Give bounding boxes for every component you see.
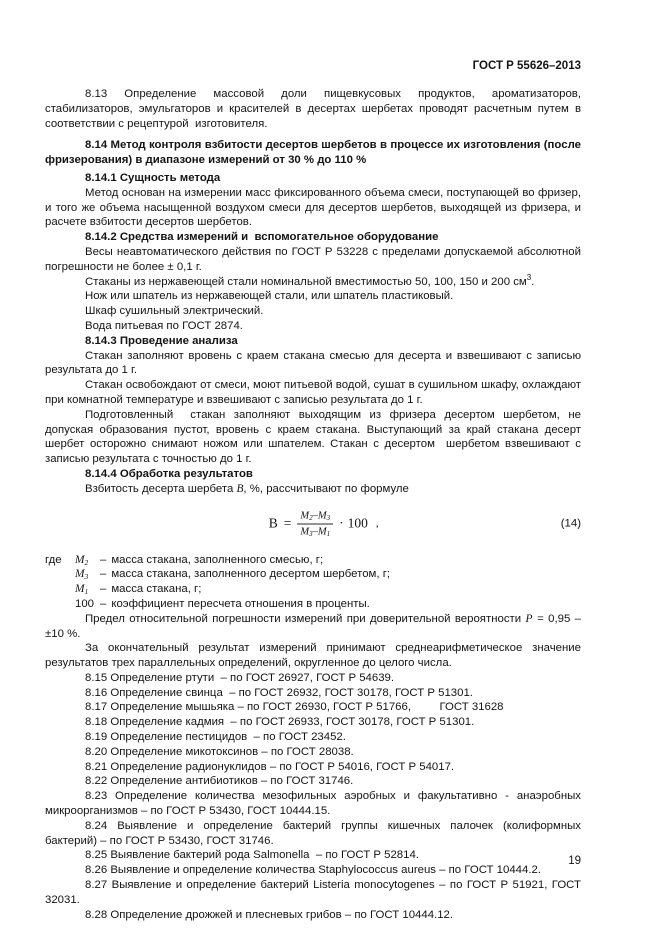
- legend-text-m3: масса стакана, заполненного десертом шербетом, г;: [111, 568, 391, 581]
- legend-text-100: коэффициент пересчета отношения в проценты.: [111, 597, 370, 610]
- legend-term-m2: $М_2$: [75, 553, 89, 567]
- legend-term-m1: $М_1$: [75, 583, 89, 597]
- whip-intro-text: Взбитость десерта шербета: [85, 482, 237, 495]
- document-body: [45, 87, 581, 922]
- list-item-8-20: 8.20 Определение микотоксинов – по ГОСТ 28038.: [85, 745, 354, 758]
- equation-number: (14): [560, 517, 581, 530]
- paragraph-method-essence: Метод основан на измерении масс фиксированного объема смеси, поступающей во фризер, и того же объема насыщенной воздухом смеси для десертов шербетов, выходящей из фризера, и расчете взбитости десертов шербетов.: [45, 186, 581, 229]
- var-m1-sub: 1: [326, 529, 331, 538]
- legend-row-m1: [45, 582, 581, 597]
- legend-dash: –: [100, 597, 107, 610]
- variable-v: В: [236, 482, 244, 495]
- running-header-gost-number: ГОСТ Р 55626–2013: [472, 60, 581, 72]
- list-item-8-17: 8.17 Определение мышьяка – по ГОСТ 26930, ГОСТ Р 51766, ГОСТ 31628: [85, 701, 504, 714]
- var-m3b-sub: 3: [309, 529, 313, 538]
- minus-sign-2: –: [312, 526, 318, 538]
- formula-comma: ,: [375, 517, 379, 530]
- legend-term-m3: $М_3$: [75, 568, 89, 582]
- list-item-8-25: 8.25 Выявление бактерий рода Salmonella – по ГОСТ Р 52814.: [85, 849, 419, 862]
- legend-dash: –: [100, 568, 107, 581]
- list-item-8-23: 8.23 Определение количества мезофильных аэробных и факультативно - анаэробных микроорганизмов – по ГОСТ Р 53430, ГОСТ 10444.15.: [45, 790, 581, 818]
- formula-14: [269, 509, 379, 538]
- var-m1: М: [317, 526, 327, 538]
- legend-term-100: 100: [75, 597, 95, 610]
- equals-sign: =: [283, 515, 292, 531]
- paragraph-water: Вода питьевая по ГОСТ 2874.: [85, 319, 243, 332]
- fraction: [297, 509, 333, 538]
- legend-row-m2: [45, 553, 581, 568]
- paragraph-error-limit: [45, 612, 581, 642]
- list-item-8-28: 8.28 Определение дрожжей и плесневых грибов – по ГОСТ 10444.12.: [85, 908, 454, 921]
- var-m2: М: [300, 510, 310, 522]
- var-m3-sub: 3: [326, 513, 331, 522]
- heading-8-14-4: 8.14.4 Обработка результатов: [85, 467, 253, 480]
- variable-p: Р: [525, 612, 533, 625]
- heading-8-14-2: 8.14.2 Средства измерений и вспомогательное оборудование: [85, 231, 439, 244]
- list-item-8-24: 8.24 Выявление и определение бактерий группы кишечных палочек (колиформных бактерий) – по ГОСТ Р 53430, ГОСТ 31746.: [45, 819, 581, 847]
- list-item-8-16: 8.16 Определение свинца – по ГОСТ 26932, ГОСТ 30178, ГОСТ Р 51301.: [85, 686, 473, 699]
- multiplication-dot: ·: [339, 515, 344, 531]
- list-item-8-26: 8.26 Выявление и определение количества Staphylococcus aureus – по ГОСТ 10444.2.: [85, 864, 542, 877]
- limit-text: Предел относительной погрешности измерений при доверительной вероятности: [85, 612, 526, 625]
- legend-dash: –: [100, 553, 107, 566]
- paragraph-formula-intro: [45, 482, 581, 497]
- heading-8-14-3: 8.14.3 Проведение анализа: [85, 334, 238, 347]
- formula-block: [45, 501, 581, 547]
- page-number: 19: [568, 855, 581, 867]
- paragraph-fill-cup: Стакан заполняют вровень с краем стакана смесью для десерта и взвешивают с записью результата до 1 г.: [45, 349, 581, 377]
- legend-text-m2: масса стакана, заполненного смесью, г;: [111, 553, 324, 566]
- paragraph-clean-cup: Стакан освобождают от смеси, моют питьевой водой, сушат в сушильном шкафу, охлаждают при комнатной температуре и взвешивают с записью результата до 1 г.: [45, 379, 581, 406]
- cups-superscript: 3: [526, 272, 532, 282]
- limit-tail: = 0,95 – ±10 %.: [45, 612, 581, 640]
- paragraph-final-result: За окончательный результат измерений принимают среднеарифметическое значение результатов трех параллельных определений, округленное до целого числа.: [45, 642, 581, 670]
- cups-period: .: [531, 275, 535, 288]
- heading-8-14-1: 8.14.1 Сущность метода: [85, 171, 221, 184]
- var-m2-sub: 2: [309, 513, 313, 522]
- list-item-8-18: 8.18 Определение кадмия – по ГОСТ 26933, ГОСТ 30178, ГОСТ Р 51301.: [85, 716, 475, 729]
- factor-100: 100: [347, 515, 368, 531]
- var-m3: М: [317, 510, 327, 522]
- list-item-8-15: 8.15 Определение ртути – по ГОСТ 26927, ГОСТ Р 54639.: [85, 671, 395, 684]
- var-m3b: М: [300, 526, 310, 538]
- list-item-8-27: 8.27 Выявление и определение бактерий Listeria monocytogenes – по ГОСТ Р 51921, ГОСТ 32031.: [45, 879, 581, 906]
- legend-row-100: [45, 597, 581, 612]
- paragraph-knife: Нож или шпатель из нержавеющей стали, или шпатель пластиковый.: [85, 290, 454, 303]
- list-item-8-19: 8.19 Определение пестицидов – по ГОСТ 23452.: [85, 731, 346, 744]
- list-item-8-22: 8.22 Определение антибиотиков – по ГОСТ 31746.: [85, 775, 354, 788]
- heading-8-14: 8.14 Метод контроля взбитости десертов шербетов в процессе их изготовления (после фризерования) в диапазоне измерений от 30 % до 110 %: [45, 139, 581, 167]
- legend-text-m1: масса стакана, г;: [111, 583, 202, 596]
- legend-row-m3: [45, 567, 581, 582]
- fraction-numerator: [297, 509, 333, 524]
- formula-legend: [45, 553, 581, 612]
- legend-prefix: где: [45, 553, 62, 566]
- formula-lhs: В: [268, 515, 278, 531]
- paragraph-scales: Весы неавтоматического действия по ГОСТ Р 53228 с пределами допускаемой абсолютной погрешности не более ± 0,1 г.: [45, 245, 581, 273]
- fraction-denominator: [297, 524, 333, 538]
- list-item-8-21: 8.21 Определение радионуклидов – по ГОСТ Р 54016, ГОСТ Р 54017.: [85, 760, 455, 773]
- legend-dash: –: [100, 583, 107, 596]
- minus-sign: –: [312, 510, 318, 522]
- paragraph-8-13: 8.13 Определение массовой доли пищевкусовых продуктов, ароматизаторов, стабилизаторов, эмульгаторов и красителей в десертах шербетах проводят расчетным путем в соответствии с рецептурой изготовителя.: [45, 88, 581, 130]
- paragraph-prepared-cup: Подготовленный стакан заполняют выходящим из фризера десертом шербетом, не допуская образования пустот, вровень с краем стакана. Выступающий за край стакана десерт шербет осторожно снимают ножом или шпателем. Стакан с десертом шербетом взвешивают с записью результата с точностью до 1 г.: [45, 408, 581, 466]
- cups-text: Стаканы из нержавеющей стали номинальной вместимостью 50, 100, 150 и 200 см: [85, 275, 527, 288]
- paragraph-drying-oven: Шкаф сушильный электрический.: [85, 305, 264, 318]
- paragraph-cups: [45, 272, 581, 290]
- whip-intro-tail: , %, рассчитывают по формуле: [243, 482, 409, 495]
